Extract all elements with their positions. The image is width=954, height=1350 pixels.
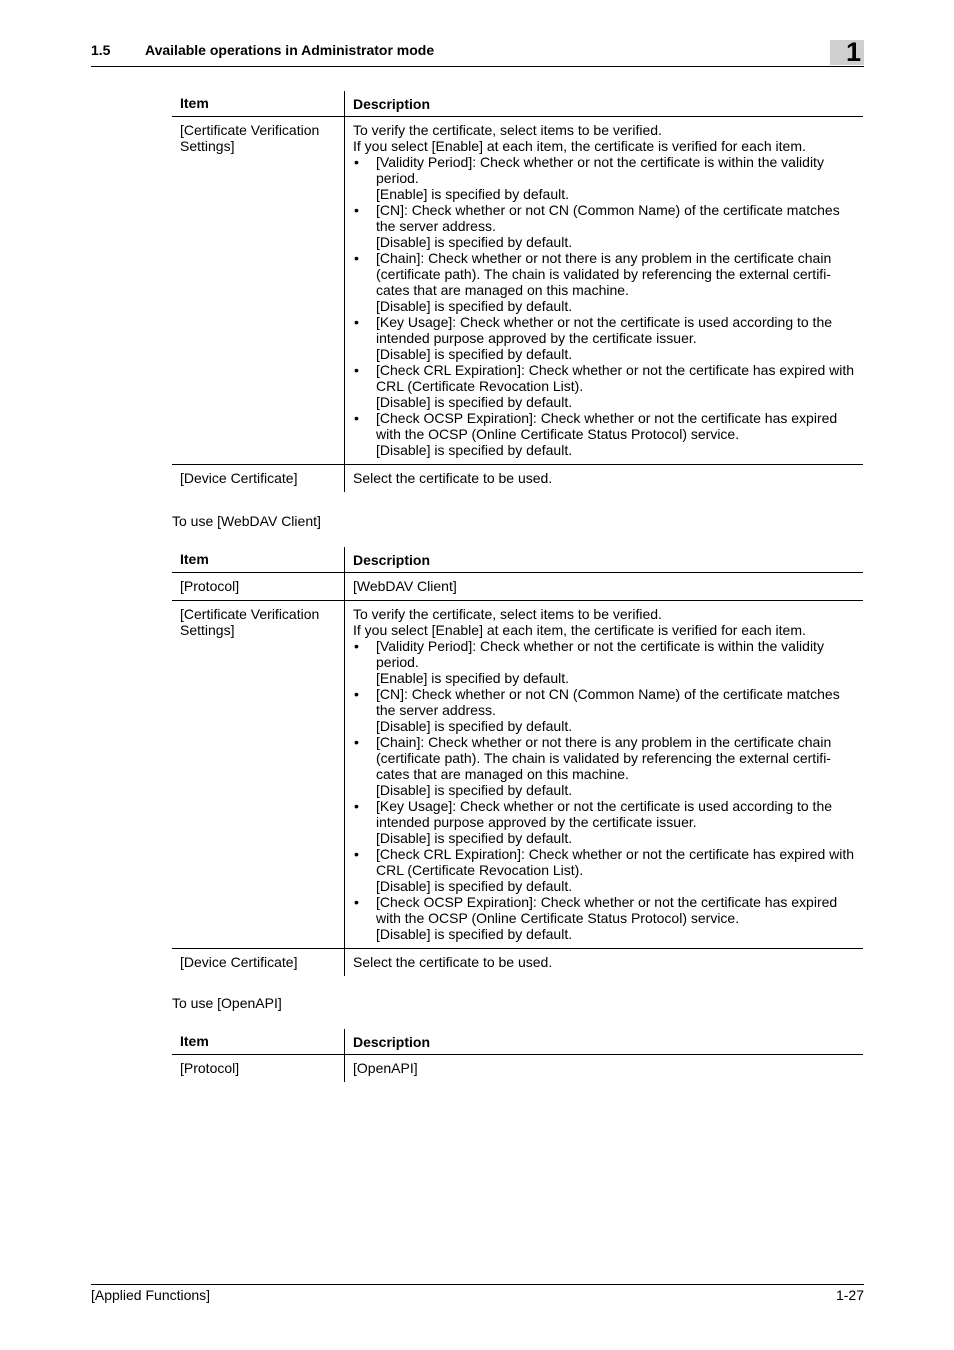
page-number: 1-27 bbox=[835, 1287, 864, 1303]
item-cell: [Protocol] bbox=[172, 573, 345, 601]
item-cell: [Device Certificate] bbox=[172, 465, 345, 493]
default-note: [Disable] is specified by default. bbox=[376, 830, 573, 846]
column-header-description: Description bbox=[345, 91, 864, 117]
list-item bbox=[353, 202, 855, 250]
list-item bbox=[353, 154, 855, 202]
bullet-text: [Validity Period]: Check whether or not the certificate is within the validity period. bbox=[376, 638, 824, 670]
footer-section: [Applied Functions] bbox=[91, 1287, 211, 1303]
page-header bbox=[91, 38, 864, 67]
table-row bbox=[172, 1055, 863, 1083]
column-header-item: Item bbox=[172, 1029, 345, 1055]
bullet-text: [CN]: Check whether or not CN (Common Name) of the certificate matches the server address. bbox=[376, 202, 840, 234]
description-cell bbox=[345, 601, 864, 949]
webdav-table bbox=[172, 547, 863, 976]
item-cell: [Certificate Verification Settings] bbox=[172, 601, 345, 949]
default-note: [Disable] is specified by default. bbox=[376, 782, 573, 798]
item-cell: [Device Certificate] bbox=[172, 949, 345, 977]
list-item bbox=[353, 362, 855, 410]
list-item bbox=[353, 798, 855, 846]
intro-line: If you select [Enable] at each item, the certificate is verified for each item. bbox=[353, 138, 806, 154]
item-cell: [Certificate Verification Settings] bbox=[172, 117, 345, 465]
default-note: [Enable] is specified by default. bbox=[376, 670, 570, 686]
bullet-list bbox=[353, 638, 855, 942]
cert-settings-table bbox=[172, 91, 863, 492]
chapter-tab bbox=[830, 37, 864, 67]
description-cell: [OpenAPI] bbox=[353, 1060, 418, 1076]
openapi-table bbox=[172, 1029, 863, 1082]
page-footer bbox=[91, 1284, 864, 1303]
default-note: [Disable] is specified by default. bbox=[376, 926, 573, 942]
list-item bbox=[353, 638, 855, 686]
table-header-row bbox=[172, 547, 863, 573]
default-note: [Disable] is specified by default. bbox=[376, 718, 573, 734]
list-item bbox=[353, 686, 855, 734]
default-note: [Disable] is specified by default. bbox=[376, 442, 573, 458]
chapter-number: 1 bbox=[845, 37, 861, 67]
bullet-text: [Check OCSP Expiration]: Check whether or not the certificate has expired with the OCSP (Online Certificate Status Protocol) service. bbox=[376, 894, 838, 926]
section-number: 1.5 bbox=[91, 42, 111, 58]
bullet-text: [Key Usage]: Check whether or not the certificate is used according to the intended purpose approved by the certificate issuer. bbox=[376, 798, 833, 830]
table-header-row bbox=[172, 1029, 863, 1055]
list-item bbox=[353, 734, 855, 798]
bullet-text: [Chain]: Check whether or not there is any problem in the certificate chain (certificate path). The chain is validated by referencing the external certifi-cates that are managed on this machine. bbox=[376, 734, 832, 782]
default-note: [Disable] is specified by default. bbox=[376, 878, 573, 894]
default-note: [Enable] is specified by default. bbox=[376, 186, 570, 202]
table-row bbox=[172, 465, 863, 493]
column-header-item: Item bbox=[172, 91, 345, 117]
list-item bbox=[353, 314, 855, 362]
table-row bbox=[172, 949, 863, 977]
description-cell: Select the certificate to be used. bbox=[353, 470, 553, 486]
list-item bbox=[353, 250, 855, 314]
bullet-text: [CN]: Check whether or not CN (Common Name) of the certificate matches the server address. bbox=[376, 686, 840, 718]
item-cell: [Protocol] bbox=[172, 1055, 345, 1083]
default-note: [Disable] is specified by default. bbox=[376, 234, 573, 250]
column-header-description: Description bbox=[345, 1029, 864, 1055]
caption-webdav: To use [WebDAV Client] bbox=[172, 513, 321, 529]
list-item bbox=[353, 846, 855, 894]
bullet-text: [Check CRL Expiration]: Check whether or not the certificate has expired with CRL (Certificate Revocation List). bbox=[376, 362, 855, 394]
column-header-item: Item bbox=[172, 547, 345, 573]
description-cell: [WebDAV Client] bbox=[345, 573, 864, 601]
column-header-description: Description bbox=[345, 547, 864, 573]
section-title: Available operations in Administrator mode bbox=[145, 42, 435, 58]
description-cell bbox=[345, 117, 864, 465]
default-note: [Disable] is specified by default. bbox=[376, 298, 573, 314]
bullet-text: [Key Usage]: Check whether or not the certificate is used according to the intended purpose approved by the certificate issuer. bbox=[376, 314, 833, 346]
bullet-text: [Check CRL Expiration]: Check whether or not the certificate has expired with CRL (Certificate Revocation List). bbox=[376, 846, 855, 878]
bullet-text: [Check OCSP Expiration]: Check whether or not the certificate has expired with the OCSP (Online Certificate Status Protocol) service. bbox=[376, 410, 838, 442]
bullet-text: [Validity Period]: Check whether or not the certificate is within the validity period. bbox=[376, 154, 824, 186]
table-header-row bbox=[172, 91, 863, 117]
caption-openapi: To use [OpenAPI] bbox=[172, 995, 282, 1011]
bullet-list bbox=[353, 154, 855, 458]
bullet-text: [Chain]: Check whether or not there is any problem in the certificate chain (certificate path). The chain is validated by referencing the external certifi-cates that are managed on this machine. bbox=[376, 250, 832, 298]
intro-line: If you select [Enable] at each item, the certificate is verified for each item. bbox=[353, 622, 806, 638]
description-cell: Select the certificate to be used. bbox=[353, 954, 553, 970]
default-note: [Disable] is specified by default. bbox=[376, 394, 573, 410]
intro-line: To verify the certificate, select items to be verified. bbox=[353, 606, 662, 622]
default-note: [Disable] is specified by default. bbox=[376, 346, 573, 362]
table-row bbox=[172, 601, 863, 949]
table-row bbox=[172, 573, 863, 601]
intro-line: To verify the certificate, select items to be verified. bbox=[353, 122, 662, 138]
table-row bbox=[172, 117, 863, 465]
list-item bbox=[353, 410, 855, 458]
list-item bbox=[353, 894, 855, 942]
